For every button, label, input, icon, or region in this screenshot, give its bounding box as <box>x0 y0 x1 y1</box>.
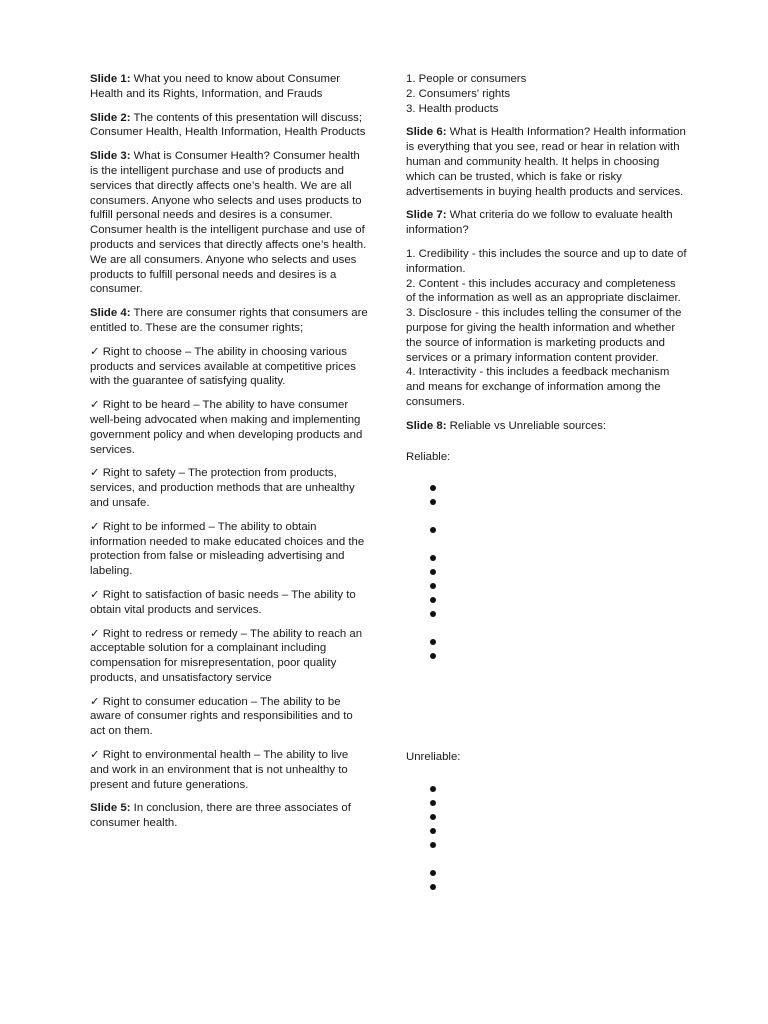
associate-item: 1. People or consumers <box>406 73 527 85</box>
associate-item: 2. Consumers' rights <box>406 87 511 100</box>
right-to-choose: ✓ Right to choose – The ability in choosing various products and services available at competitive prices with the guarantee of satisfying quality. <box>90 345 356 388</box>
bullet <box>430 842 436 848</box>
bullet <box>430 828 436 834</box>
bullet <box>430 527 436 533</box>
bullet <box>430 555 436 561</box>
bullet <box>430 485 436 491</box>
bullet <box>430 814 436 820</box>
associate-item: 3. Health products <box>406 102 499 115</box>
bullet <box>430 884 436 890</box>
bullet <box>430 597 436 603</box>
bullet <box>430 800 436 806</box>
bullet <box>430 786 436 792</box>
slide-7-paragraph: Slide 7: What criteria do we follow to evaluate health information? <box>406 209 673 237</box>
slide-5-paragraph: Slide 5: In conclusion, there are three associates of consumer health. <box>90 802 351 830</box>
criteria-item: 4. Interactivity - this includes a feedback mechanism and means for exchange of information among the consumers. <box>406 366 670 408</box>
criteria-item: 1. Credibility - this includes the source and up to date of information. <box>406 247 687 275</box>
bullet <box>430 653 436 659</box>
bullet <box>430 583 436 589</box>
slide-4-paragraph: Slide 4: There are consumer rights that consumers are entitled to. These are the consumer rights; <box>90 307 368 334</box>
bullet <box>430 870 436 876</box>
slide-2-paragraph: Slide 2: The contents of this presentation will discuss; Consumer Health, Health Information, Health Products <box>90 111 366 139</box>
left-column <box>90 72 368 840</box>
unreliable-bullet-list <box>406 774 688 775</box>
right-to-be-informed: ✓ Right to be informed – The ability to obtain information needed to make educated choices and the protection from false or misleading advertising and labeling. <box>90 520 365 578</box>
slide-1-paragraph: Slide 1: What you need to know about Consumer Health and its Rights, Information, and Frauds <box>90 73 341 100</box>
criteria-item: 3. Disclosure - this includes telling the consumer of the purpose for giving the health information and whether the source of information is marketing products and services or a primary information content provider. <box>406 307 682 364</box>
slide-6-paragraph: Slide 6: What is Health Information? Health information is everything that you see, read or hear in relation with human and community health. It helps in choosing which can be trusted, which is fake or risky advertisements in buying health products and services. <box>406 126 686 198</box>
criteria-item: 2. Content - this includes accuracy and completeness of the information as well as an appropriate disclaimer. <box>406 277 681 305</box>
right-to-consumer-education: ✓ Right to consumer education – The ability to be aware of consumer rights and responsibilities and to act on them. <box>90 695 353 738</box>
right-to-be-heard: ✓ Right to be heard – The ability to have consumer well-being advocated when making and implementing government policy and when developing products and services. <box>90 399 363 456</box>
reliable-bullet-list <box>406 473 688 474</box>
bullet <box>430 639 436 645</box>
bullet <box>430 611 436 617</box>
unreliable-heading: Unreliable: <box>406 751 461 764</box>
bullet <box>430 499 436 505</box>
right-to-environmental-health: ✓ Right to environmental health – The ability to live and work in an environment that is not unhealthy to present and future generations. <box>90 749 349 791</box>
right-column <box>406 72 688 775</box>
bullet <box>430 569 436 575</box>
right-to-redress: ✓ Right to redress or remedy – The ability to reach an acceptable solution for a complainant including compensation for misrepresentation, poor quality products, and unsatisfactory service <box>90 627 363 684</box>
slide-8-paragraph: Slide 8: Reliable vs Unreliable sources: <box>406 419 607 432</box>
right-to-safety: ✓ Right to safety – The protection from products, services, and production methods that are unhealthy and unsafe. <box>90 467 355 509</box>
slide-3-paragraph: Slide 3: What is Consumer Health? Consumer health is the intelligent purchase and use of products and services that directly affects one’s health. We are all consumers. Anyone who selects and uses products to fulfill personal needs and desires is a consumer. Consumer health is the intelligent purchase and use of products and services that directly affects one’s health. We are all consumers. Anyone who selects and uses products to fulfill personal needs and desires is a consumer. <box>90 150 367 296</box>
right-to-basic-needs: ✓ Right to satisfaction of basic needs – The ability to obtain vital products and services. <box>90 588 356 616</box>
reliable-heading: Reliable: <box>406 450 451 463</box>
